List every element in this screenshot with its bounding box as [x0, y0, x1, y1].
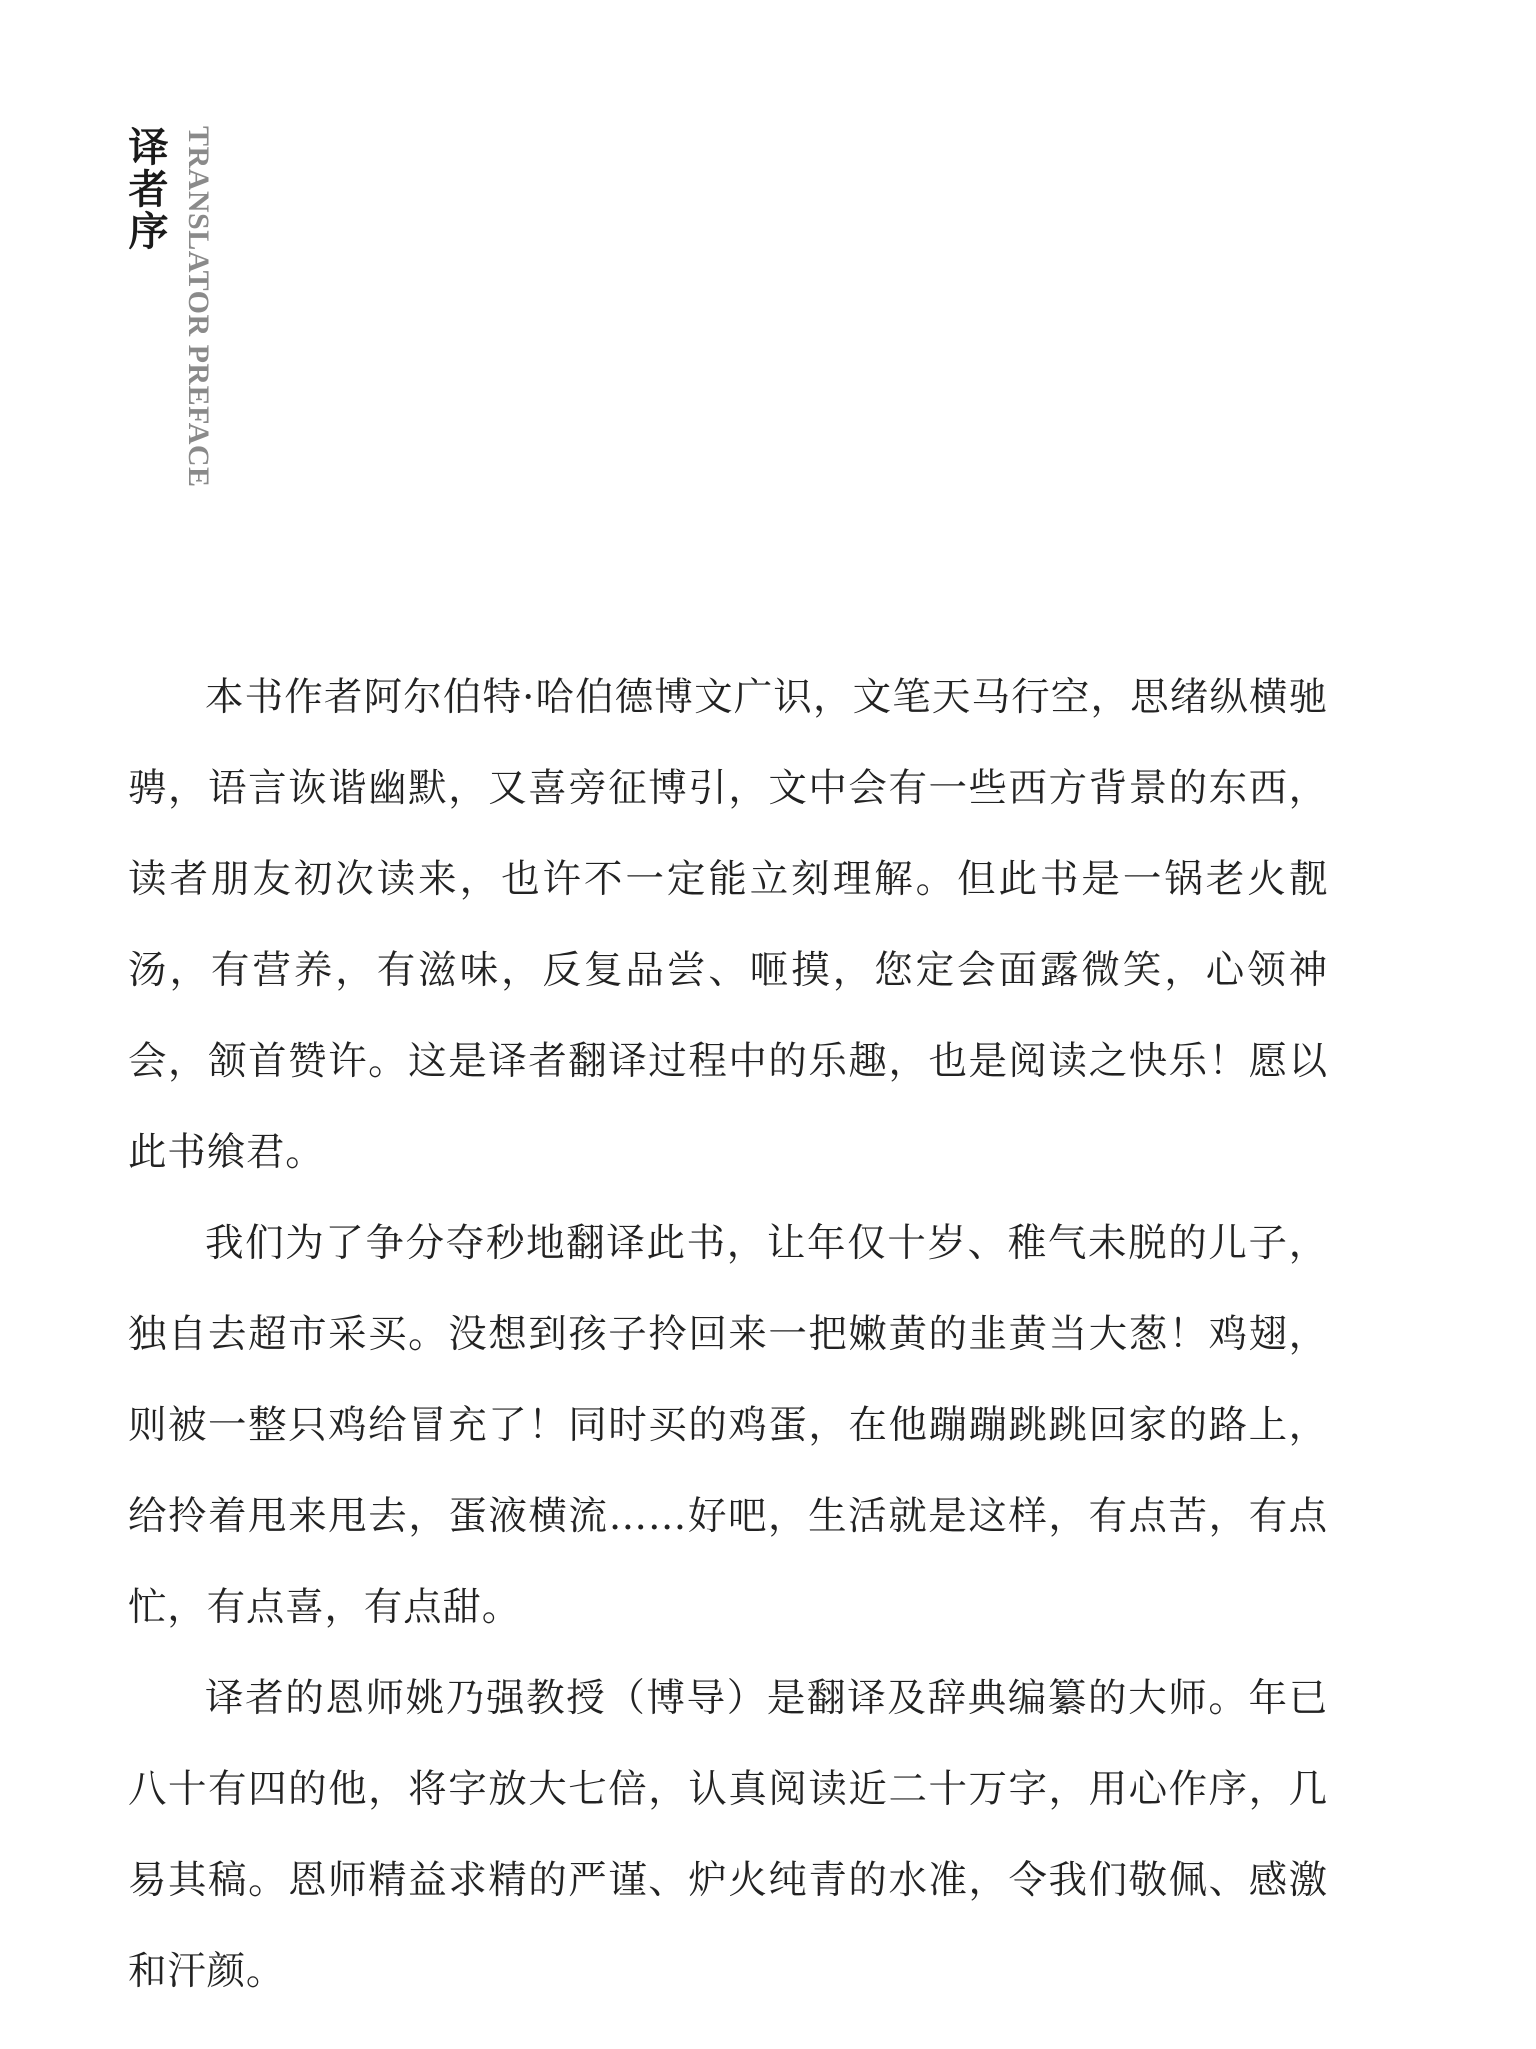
paragraph-2: 我们为了争分夺秒地翻译此书，让年仅十岁、稚气未脱的儿子，独自去超市采买。没想到孩子拎回来一把嫩黄的韭黄当大葱！鸡翅，则被一整只鸡给冒充了！同时买的鸡蛋，在他蹦蹦跳跳回家的路上，给拎着甩来甩去，蛋液横流……好吧，生活就是这样，有点苦，有点忙，有点喜，有点甜。: [128, 1221, 1328, 1630]
paragraph-3: 译者的恩师姚乃强教授（博导）是翻译及辞典编纂的大师。年已八十有四的他，将字放大七倍，认真阅读近二十万字，用心作序，几易其稿。恩师精益求精的严谨、炉火纯青的水准，令我们敬佩、感激和汗颜。: [128, 1676, 1328, 1994]
chapter-subtitle-english: TRANSLATOR PREFACE: [182, 126, 215, 488]
chapter-title: 译者序: [122, 126, 169, 252]
paragraph-1: 本书作者阿尔伯特·哈伯德博文广识，文笔天马行空，思绪纵横驰骋，语言诙谐幽默，又喜旁征博引，文中会有一些西方背景的东西，读者朋友初次读来，也许不一定能立刻理解。但此书是一锅老火靓汤，有营养，有滋味，反复品尝、咂摸，您定会面露微笑，心领神会，颔首赞许。这是译者翻译过程中的乐趣，也是阅读之快乐！愿以此书飨君。: [128, 675, 1328, 1175]
body-text: [128, 652, 1328, 2017]
